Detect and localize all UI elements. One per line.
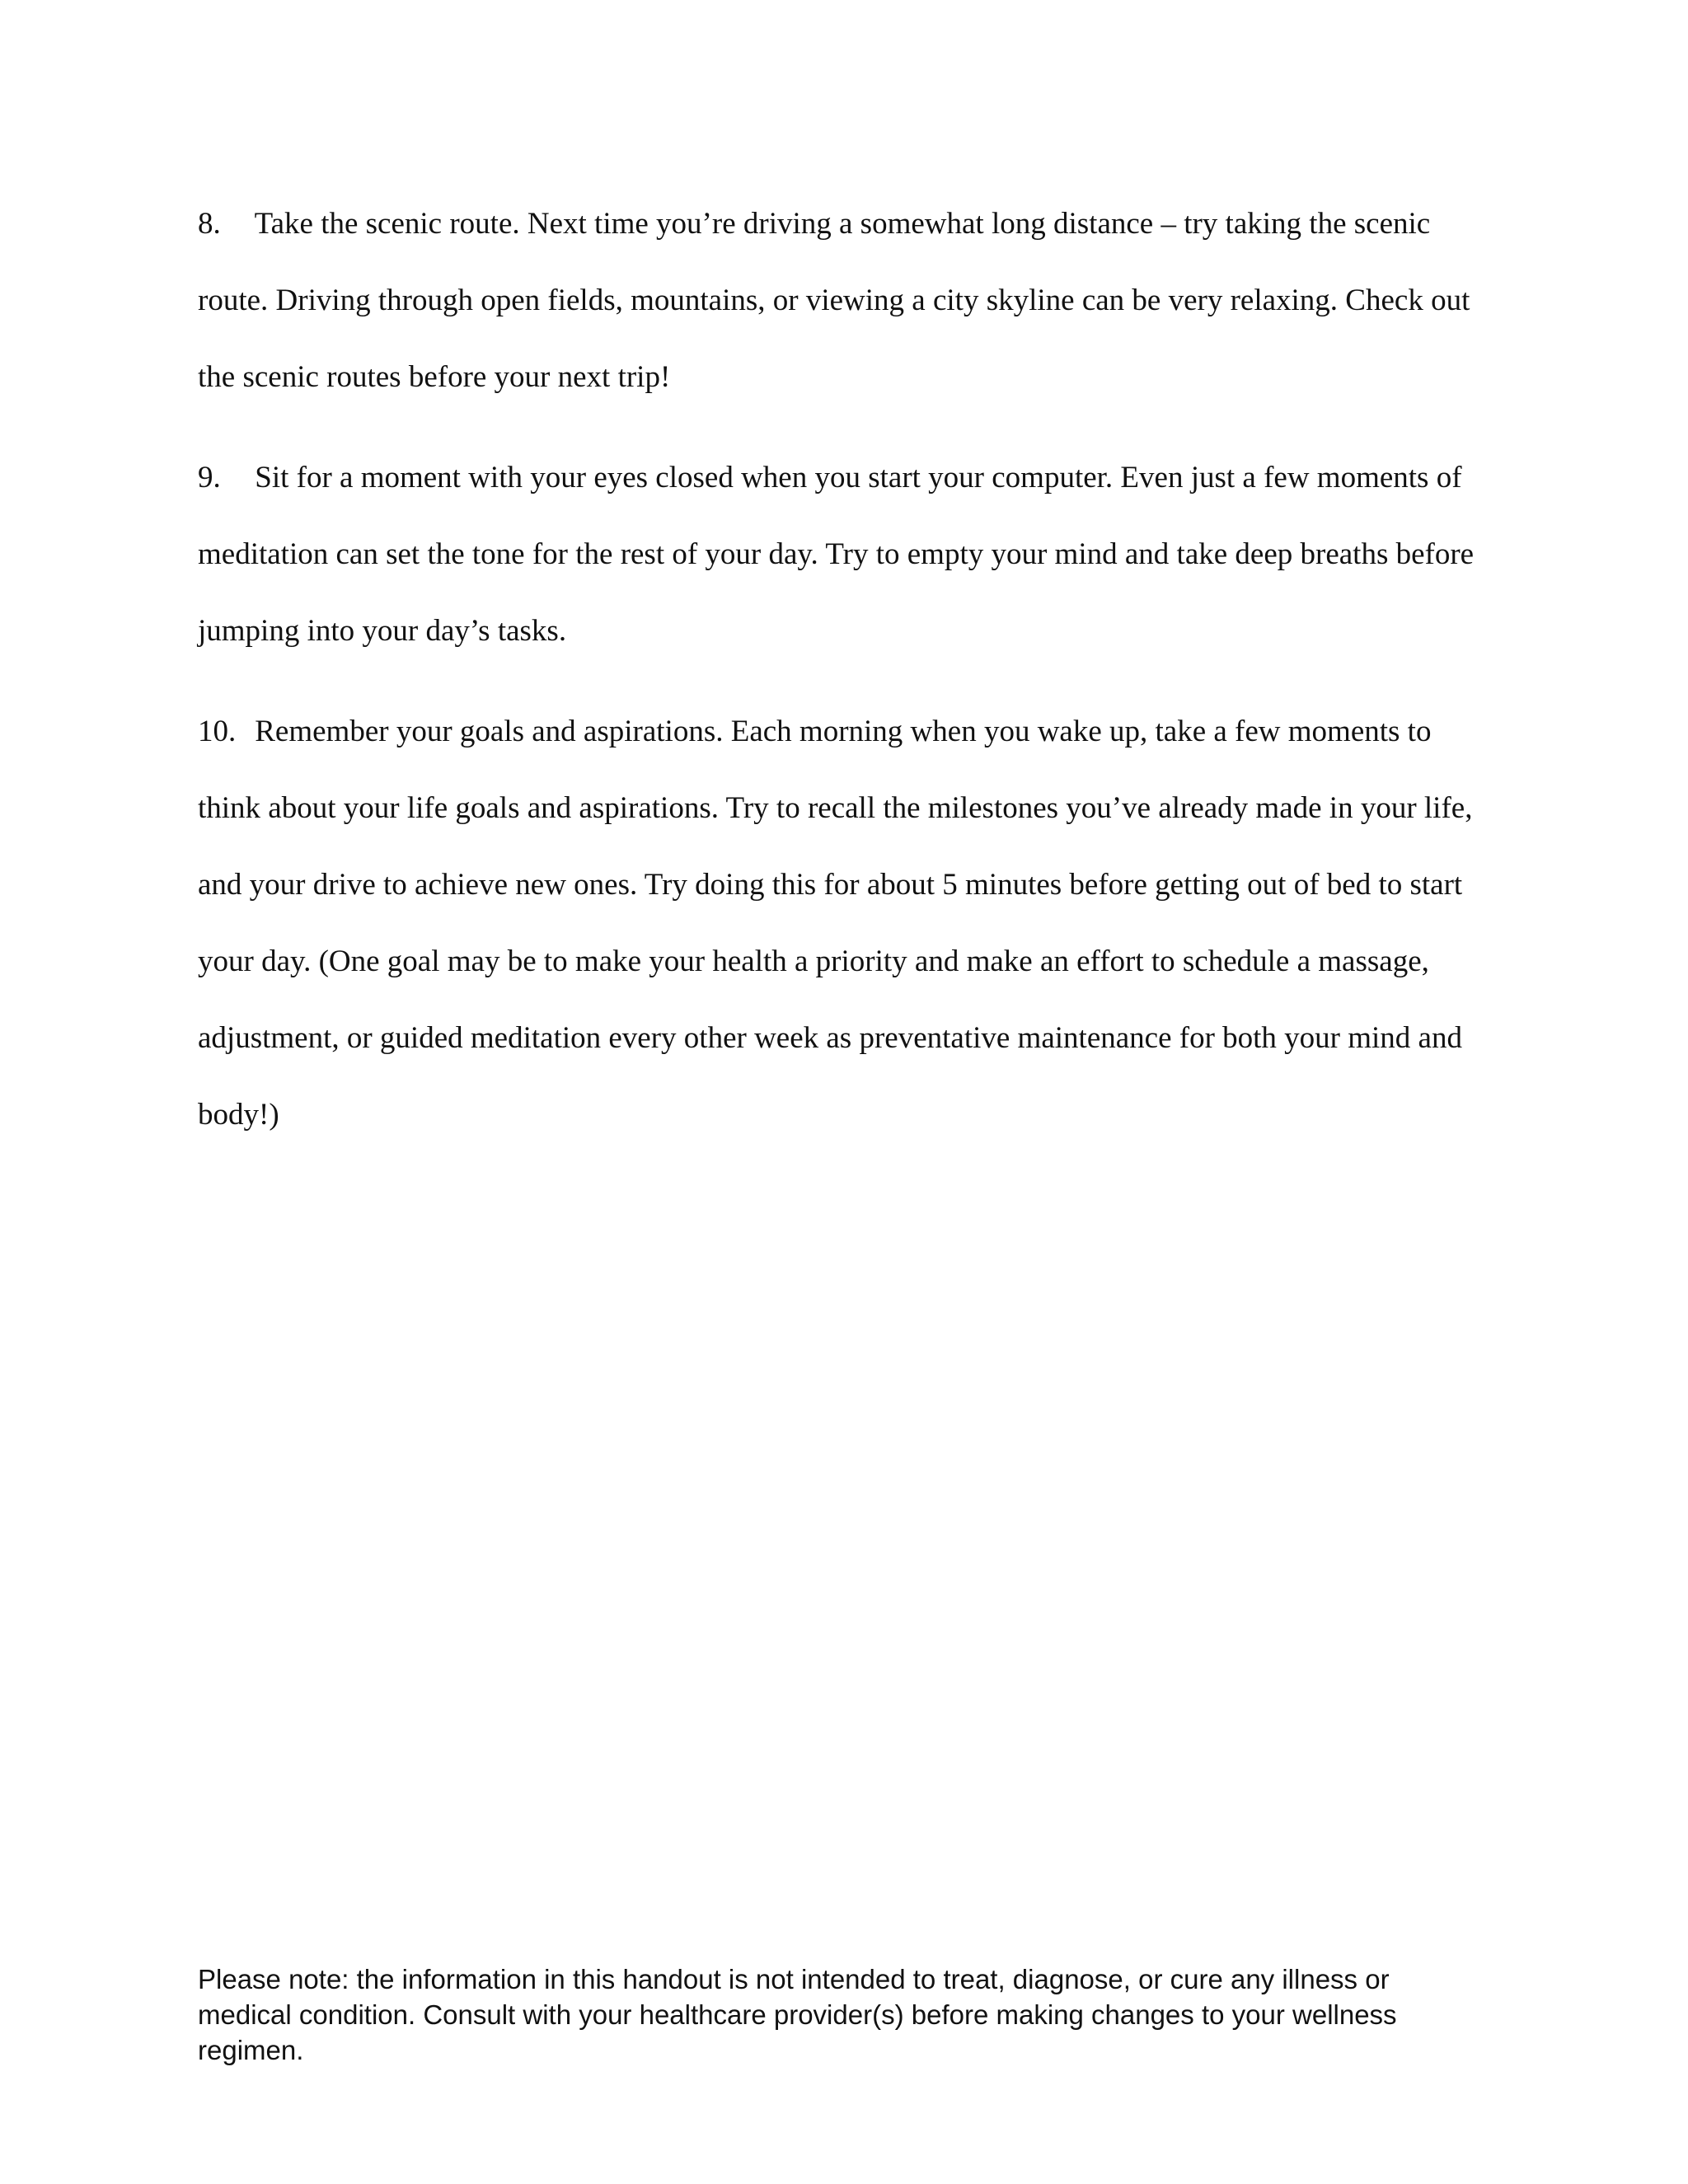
tip-item-9 — [198, 439, 1500, 669]
tip-text: Sit for a moment with your eyes closed when you start your computer. Even just a few moments of meditation can set the tone for the rest of your day. Try to empty your mind and take deep breaths before jumping into your day’s tasks. — [198, 461, 1475, 648]
tip-number: 10. — [198, 715, 237, 748]
tip-number: 8. — [198, 207, 221, 241]
disclaimer-note: Please note: the information in this handout is not intended to treat, diagnose, or cure any illness or medical condition. Consult with your healthcare provider(s) before making changes to your wellness regimen. — [198, 1964, 1397, 2065]
tip-number: 9. — [198, 461, 221, 494]
tip-text: Remember your goals and aspirations. Each morning when you wake up, take a few moments to think about your life goals and aspirations. Try to recall the milestones you’ve already made in your life, and your drive to achieve new ones. Try doing this for about 5 minutes before getting out of bed to start your day. (One goal may be to make your health a priority and make an effort to schedule a massage, adjustment, or guided meditation every other week as preventative maintenance for both your mind and body!) — [198, 715, 1473, 1132]
tips-list — [198, 185, 1500, 1177]
tip-item-10 — [198, 693, 1500, 1153]
tip-text: Take the scenic route. Next time you’re driving a somewhat long distance – try taking the scenic route. Driving through open fields, mountains, or viewing a city skyline can be very relaxing. Check out the scenic routes before your next trip! — [198, 207, 1470, 394]
tip-item-8 — [198, 185, 1500, 415]
